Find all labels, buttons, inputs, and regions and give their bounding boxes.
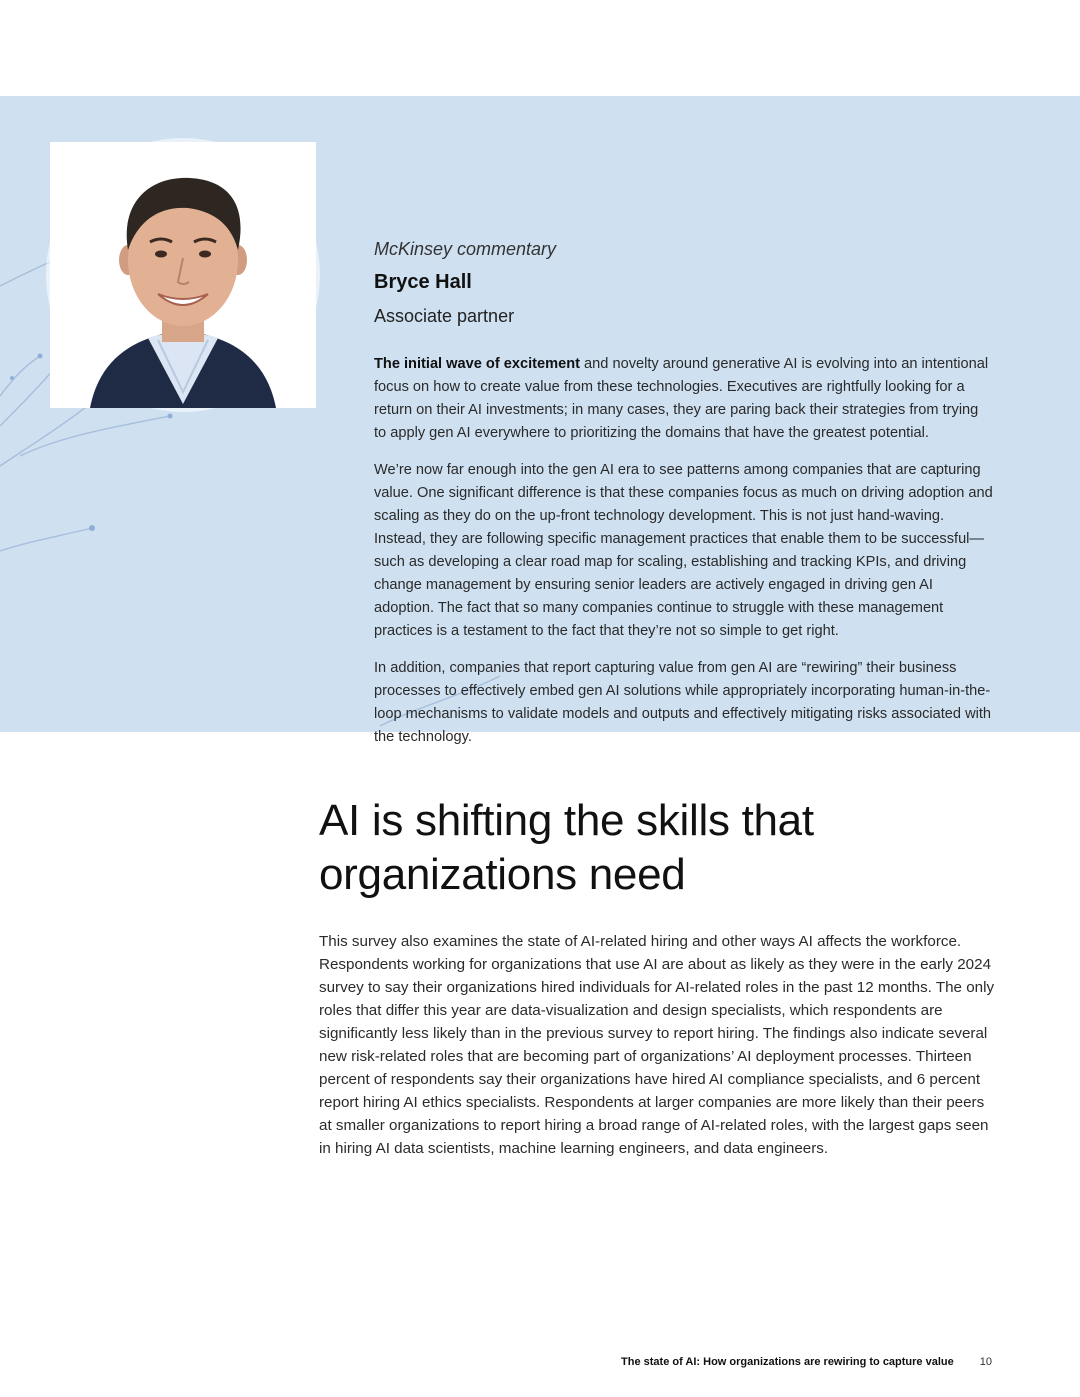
commentator-name: Bryce Hall [374, 271, 472, 293]
portrait-photo [50, 142, 316, 408]
page-footer [540, 1356, 992, 1368]
commentator-role: Associate partner [374, 306, 515, 326]
section-heading [319, 794, 999, 902]
commentary-paragraph [374, 353, 994, 445]
commentary-paragraph: We’re now far enough into the gen AI era to see patterns among companies that are capturing value. One significant difference is that these companies focus as much on driving adoption and scaling as they do on the up-front technology development. This is not just hand-waving. Instead, they are following specific management practices that enable them to be successful—such as developing a clear road map for scaling, establishing and tracking KPIs, and driving change management by ensuring senior leaders are actively engaged in driving gen AI adoption. The fact that so many companies continue to struggle with these management practices is a testament to the fact that they’re not so simple to get right. [374, 462, 993, 639]
section-heading-line-2: organizations need [319, 850, 686, 899]
commentary-panel [0, 96, 1080, 745]
commentary-kicker: McKinsey commentary [374, 239, 557, 259]
commentary-paragraph-text: and novelty around generative AI is evolving into an intentional focus on how to create value from these technologies. Executives are rightfully looking for a return on their AI investments; in many cases, they are paring back their strategies from trying to apply gen AI everywhere to prioritizing the domains that have the greatest potential. [374, 356, 989, 441]
footer-report-title: The state of AI: How organizations are rewiring to capture value [621, 1356, 954, 1368]
main-section [319, 794, 999, 1160]
section-heading-line-1: AI is shifting the skills that [319, 796, 814, 845]
commentary-paragraph: In addition, companies that report capturing value from gen AI are “rewiring” their business processes to effectively embed gen AI solutions while appropriately incorporating human-in-the-loop mechanisms to validate models and outputs and effectively mitigating risks associated with the technology. [374, 660, 992, 745]
page-number: 10 [979, 1356, 992, 1368]
person-portrait-illustration [50, 142, 316, 408]
commentary-lead-in: The initial wave of excitement [374, 356, 580, 372]
section-body-paragraph: This survey also examines the state of AI-related hiring and other ways AI affects the workforce. Respondents working for organizations that use AI are about as likely as they were in the early 2024 survey to say their organizations hired individuals for AI-related roles in the past 12 months. The only roles that differ this year are data-visualization and design specialists, which respondents are significantly less likely than in the previous survey to report hiring. The findings also indicate several new risk-related roles that are becoming part of organizations’ AI deployment processes. Thirteen percent of respondents say their organizations have hired AI compliance specialists, and 6 percent report hiring AI ethics specialists. Respondents at larger companies are more likely than their peers at smaller organizations to report hiring a broad range of AI-related roles, with the largest gaps seen in hiring AI data scientists, machine learning engineers, and data engineers. [319, 933, 995, 1157]
commentary-text-block [374, 237, 994, 763]
